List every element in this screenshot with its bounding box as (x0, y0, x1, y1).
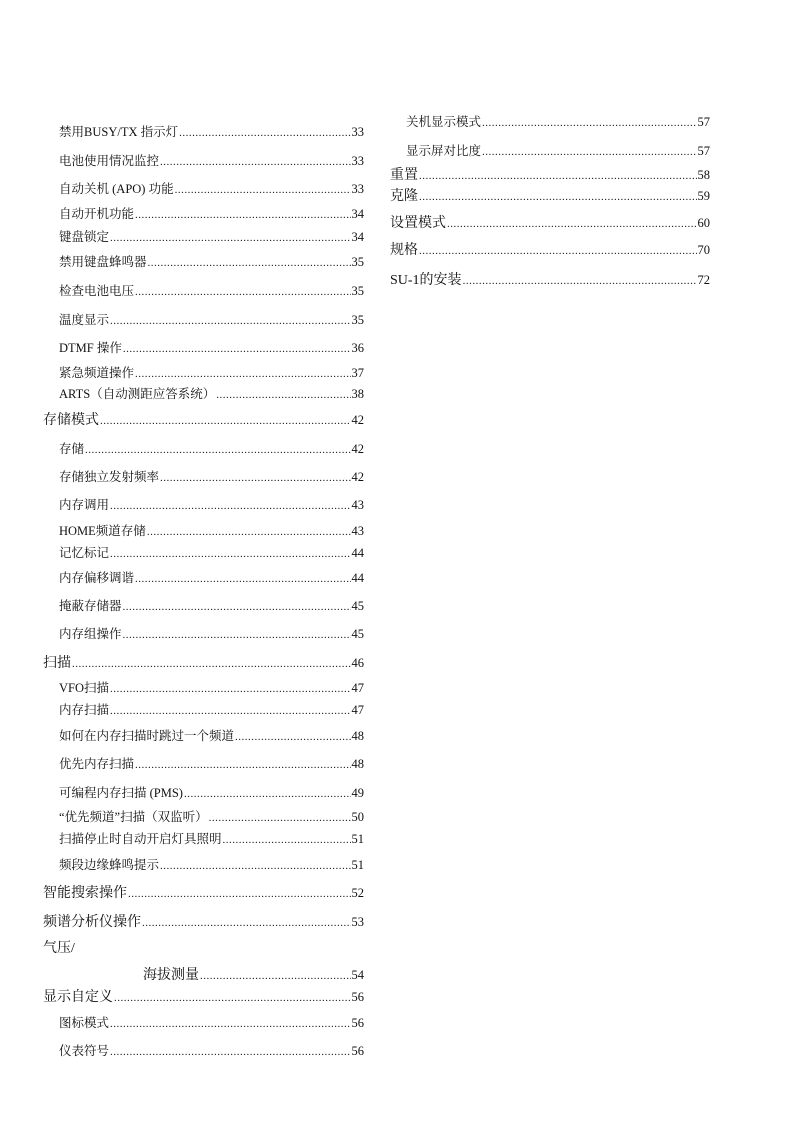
toc-entry-page: 33 (351, 125, 364, 139)
toc-entry[interactable] (43, 181, 364, 198)
toc-entry-page: 56 (351, 1016, 364, 1030)
toc-entry[interactable] (43, 153, 364, 170)
toc-entry[interactable] (43, 1043, 364, 1060)
toc-entry-page: 42 (351, 413, 364, 427)
toc-entry-title: DTMF 操作 (59, 341, 122, 355)
toc-entry-page: 52 (351, 886, 364, 900)
dot-leader (209, 810, 351, 826)
dot-leader (419, 189, 697, 205)
toc-entry-page: 72 (697, 273, 710, 287)
dot-leader (135, 757, 350, 773)
dot-leader (160, 858, 350, 874)
toc-entry[interactable] (43, 702, 364, 719)
toc-entry[interactable] (390, 188, 710, 205)
toc-entry-title: 可编程内存扫描 (PMS) (59, 786, 183, 800)
toc-entry-title: 检查电池电压 (59, 284, 135, 298)
toc-entry-title: 内存组操作 (59, 627, 122, 641)
toc-entry-page: 44 (351, 546, 364, 560)
dot-leader (419, 243, 697, 259)
toc-entry[interactable] (43, 386, 364, 403)
toc-entry-title: 显示屏对比度 (406, 144, 482, 158)
toc-entry[interactable] (43, 469, 364, 486)
toc-entry-page: 35 (351, 284, 364, 298)
toc-entry-title: 禁用键盘蜂鸣器 (59, 255, 147, 269)
dot-leader (147, 524, 351, 540)
toc-entry[interactable] (43, 831, 364, 848)
toc-entry[interactable] (43, 626, 364, 643)
toc-entry-title: 键盘锁定 (59, 230, 110, 244)
toc-entry-title: 记忆标记 (59, 546, 110, 560)
toc-entry[interactable] (43, 728, 364, 745)
toc-entry[interactable] (43, 857, 364, 874)
toc-entry-page: 36 (351, 341, 364, 355)
toc-entry-title: 优先内存扫描 (59, 757, 135, 771)
toc-entry-title: 仪表符号 (59, 1044, 110, 1058)
toc-entry-page: 42 (351, 442, 364, 456)
toc-entry-page: 35 (351, 255, 364, 269)
toc-entry-page: 57 (697, 115, 710, 129)
toc-entry[interactable] (43, 655, 364, 672)
toc-entry-page: 47 (351, 681, 364, 695)
dot-leader (135, 284, 350, 300)
dot-leader (110, 1044, 350, 1060)
dot-leader (216, 387, 350, 403)
toc-entry-title: 气压/ (43, 941, 75, 956)
toc-entry-page: 57 (697, 144, 710, 158)
toc-entry-page: 53 (351, 915, 364, 929)
toc-entry-title: 扫描停止时自动开启灯具照明 (59, 832, 222, 846)
dot-leader (110, 1016, 350, 1032)
toc-entry-title: 内存调用 (59, 498, 110, 512)
dot-leader (135, 366, 350, 382)
toc-entry[interactable] (43, 523, 364, 540)
toc-entry-page: 45 (351, 599, 364, 613)
dot-leader (85, 442, 350, 458)
dot-leader (110, 313, 350, 329)
toc-entry-title: 自动关机 (APO) 功能 (59, 182, 174, 196)
dot-leader (179, 125, 350, 141)
toc-entry-page: 33 (351, 154, 364, 168)
dot-leader (200, 968, 351, 984)
toc-entry-title: 温度显示 (59, 313, 110, 327)
dot-leader (114, 990, 351, 1006)
toc-entry[interactable] (43, 1015, 364, 1032)
toc-entry-title: 设置模式 (390, 216, 446, 231)
toc-entry-title: 禁用BUSY/TX 指示灯 (59, 125, 179, 139)
toc-entry-title: ARTS（自动测距应答系统） (59, 387, 216, 401)
dot-leader (72, 656, 351, 672)
toc-entry[interactable] (43, 989, 364, 1006)
toc-entry-page: 49 (351, 786, 364, 800)
toc-entry-title: 克隆 (390, 189, 418, 204)
toc-entry[interactable] (43, 680, 364, 697)
dot-leader (128, 886, 351, 902)
dot-leader (110, 703, 350, 719)
toc-entry-page: 58 (697, 168, 710, 182)
toc-entry-title: 关机显示模式 (406, 115, 482, 129)
toc-entry-page: 43 (351, 524, 364, 538)
toc-entry-title: 智能搜索操作 (43, 886, 127, 901)
toc-entry[interactable] (43, 283, 364, 300)
dot-leader (482, 144, 696, 160)
dot-leader (184, 786, 351, 802)
toc-entry-title: 电池使用情况监控 (59, 154, 160, 168)
toc-entry-title: “优先频道”扫描（双监听） (59, 810, 208, 824)
dot-leader (135, 571, 350, 587)
toc-entry-title: 内存扫描 (59, 703, 110, 717)
dot-leader (148, 255, 351, 271)
toc-entry-title: 海拔测量 (143, 968, 199, 983)
dot-leader (100, 413, 351, 429)
toc-entry-page: 51 (351, 858, 364, 872)
toc-entry[interactable] (43, 229, 364, 246)
dot-leader (123, 627, 351, 643)
toc-entry-title: 图标模式 (59, 1016, 110, 1030)
toc-entry-page: 56 (351, 990, 364, 1004)
toc-entry-page: 50 (351, 810, 364, 824)
dot-leader (110, 498, 350, 514)
dot-leader (110, 546, 350, 562)
dot-leader (110, 230, 350, 246)
toc-entry[interactable] (43, 441, 364, 458)
dot-leader (160, 154, 350, 170)
toc-entry-page: 42 (351, 470, 364, 484)
toc-entry-title: 存储 (59, 442, 85, 456)
toc-entry-page: 48 (351, 729, 364, 743)
toc-entry[interactable] (43, 124, 364, 141)
toc-entry-page: 44 (351, 571, 364, 585)
toc-entry-title: 如何在内存扫描时跳过一个频道 (59, 729, 235, 743)
toc-heading[interactable] (43, 941, 75, 957)
toc-entry-page: 37 (351, 366, 364, 380)
dot-leader (135, 207, 350, 223)
dot-leader (123, 599, 351, 615)
toc-entry-title: 紧急频道操作 (59, 366, 135, 380)
dot-leader (110, 681, 350, 697)
toc-entry-title: VFO扫描 (59, 681, 110, 695)
toc-entry-title: 频段边缘蜂鸣提示 (59, 858, 160, 872)
toc-entry-title: HOME频道存储 (59, 524, 146, 538)
toc-entry-page: 56 (351, 1044, 364, 1058)
toc-entry[interactable] (390, 167, 710, 184)
toc-entry[interactable] (43, 412, 364, 429)
toc-entry[interactable] (390, 272, 710, 289)
toc-entry-page: 54 (351, 968, 364, 982)
toc-entry[interactable] (43, 497, 364, 514)
toc-entry[interactable] (43, 598, 364, 615)
toc-entry-title: 掩蔽存储器 (59, 599, 122, 613)
toc-entry[interactable] (43, 545, 364, 562)
toc-entry[interactable] (43, 570, 364, 587)
toc-entry-title: 存储模式 (43, 413, 99, 428)
toc-entry-page: 34 (351, 230, 364, 244)
toc-entry[interactable] (390, 242, 710, 259)
dot-leader (447, 216, 697, 232)
toc-entry-page: 48 (351, 757, 364, 771)
dot-leader (175, 182, 351, 198)
toc-entry[interactable] (390, 215, 710, 232)
toc-entry-page: 47 (351, 703, 364, 717)
toc-entry-page: 38 (351, 387, 364, 401)
toc-entry-title: 频谱分析仪操作 (43, 915, 141, 930)
toc-entry[interactable] (43, 967, 364, 984)
toc-entry[interactable] (43, 206, 364, 223)
toc-entry-page: 45 (351, 627, 364, 641)
toc-entry[interactable] (43, 885, 364, 902)
toc-entry-page: 51 (351, 832, 364, 846)
dot-leader (123, 341, 351, 357)
toc-entry[interactable] (43, 254, 364, 271)
dot-leader (223, 832, 351, 848)
toc-entry[interactable] (43, 914, 364, 931)
toc-entry-title: 规格 (390, 243, 418, 258)
dot-leader (142, 915, 351, 931)
toc-entry-page: 70 (697, 243, 710, 257)
toc-entry-page: 33 (351, 182, 364, 196)
toc-entry-page: 34 (351, 207, 364, 221)
dot-leader (463, 273, 697, 289)
toc-entry-title: 自动开机功能 (59, 207, 135, 221)
dot-leader (419, 168, 697, 184)
toc-entry[interactable] (43, 312, 364, 329)
toc-entry[interactable] (390, 114, 710, 131)
dot-leader (235, 729, 350, 745)
toc-entry-title: 存储独立发射频率 (59, 470, 160, 484)
toc-entry[interactable] (43, 756, 364, 773)
toc-entry[interactable] (43, 809, 364, 826)
toc-entry-title: 扫描 (43, 656, 71, 671)
dot-leader (160, 470, 350, 486)
toc-entry-title: 内存偏移调谐 (59, 571, 135, 585)
toc-entry-page: 60 (697, 216, 710, 230)
toc-entry-title: 重置 (390, 168, 418, 183)
toc-entry-title: 显示自定义 (43, 990, 113, 1005)
toc-entry-page: 35 (351, 313, 364, 327)
toc-entry-page: 59 (697, 189, 710, 203)
dot-leader (482, 115, 696, 131)
toc-entry-page: 46 (351, 656, 364, 670)
toc-entry-page: 43 (351, 498, 364, 512)
toc-entry[interactable] (43, 340, 364, 357)
toc-entry-title: SU-1的安装 (390, 273, 462, 288)
toc-entry[interactable] (390, 143, 710, 160)
toc-entry[interactable] (43, 785, 364, 802)
toc-entry[interactable] (43, 365, 364, 382)
